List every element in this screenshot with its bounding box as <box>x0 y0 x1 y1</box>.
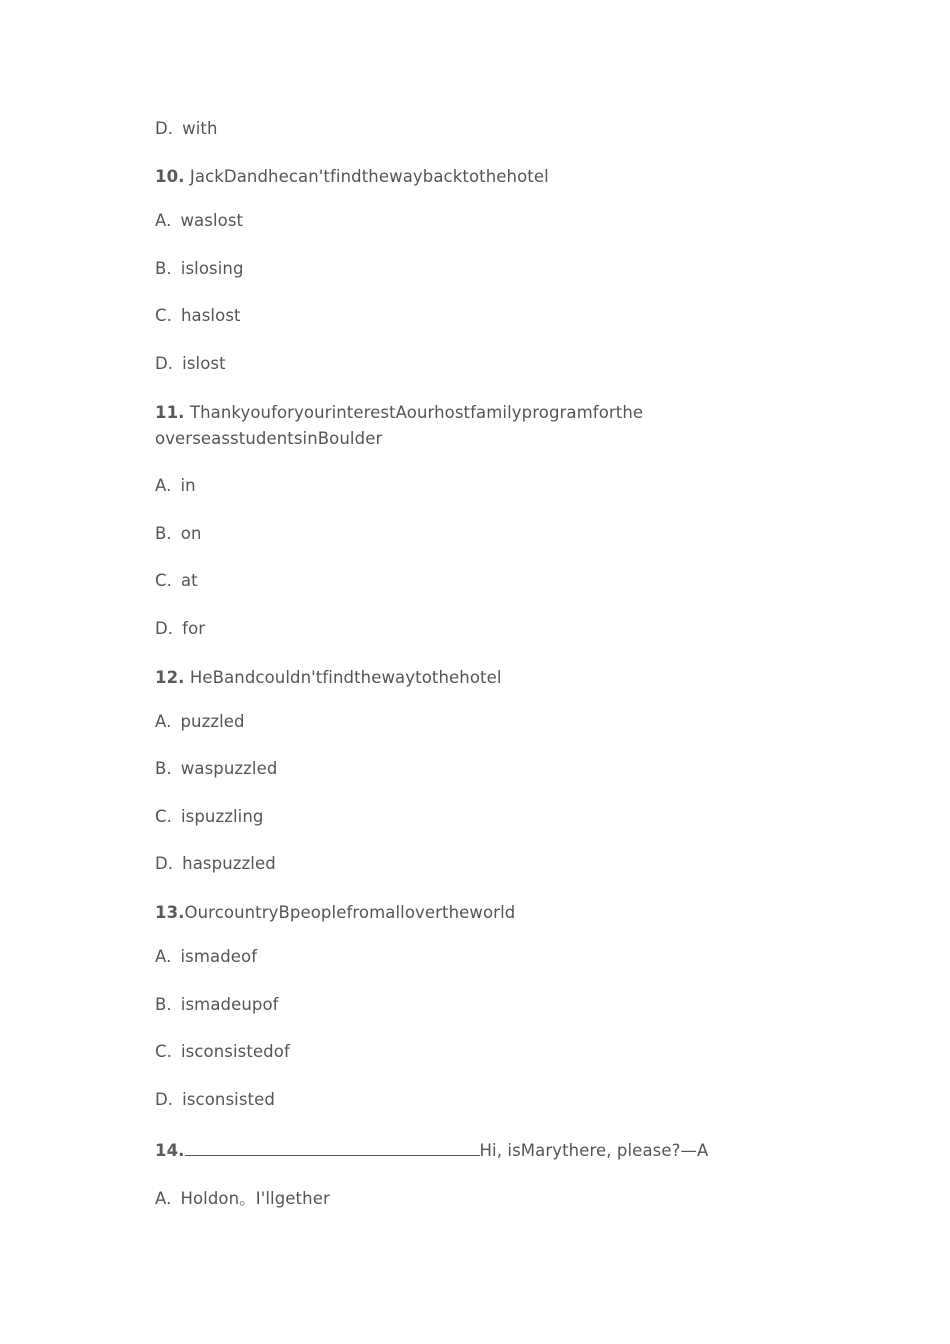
q13-option-a <box>155 944 257 970</box>
q13-option-d <box>155 1087 275 1113</box>
option-text: isconsisted <box>182 1090 275 1109</box>
question-11-continued <box>155 426 382 452</box>
option-letter: C. <box>155 571 172 590</box>
question-text-line2: overseasstudentsinBoulder <box>155 429 383 448</box>
q12-option-d <box>155 851 276 877</box>
q10-option-b <box>155 256 244 282</box>
option-letter: A. <box>155 211 172 230</box>
question-number: 13. <box>155 903 185 922</box>
option-text: ismadeof <box>180 947 258 966</box>
q11-option-a <box>155 473 196 499</box>
q11-option-b <box>155 521 202 547</box>
q10-option-a <box>155 208 243 234</box>
option-text: at <box>180 571 198 590</box>
q13-option-c <box>155 1039 290 1065</box>
option-letter: D. <box>155 1090 174 1109</box>
option-text: Holdon。I'llgether <box>180 1189 330 1208</box>
option-text: ismadeupof <box>180 995 279 1014</box>
question-13 <box>155 900 515 926</box>
question-number: 12. <box>155 668 185 687</box>
option-text: for <box>182 619 206 638</box>
option-d-prev <box>155 116 218 142</box>
option-letter: A. <box>155 947 172 966</box>
q12-option-c <box>155 804 264 830</box>
option-text: islosing <box>180 259 244 278</box>
option-letter: B. <box>155 259 172 278</box>
option-text: puzzled <box>180 712 245 731</box>
q10-option-d <box>155 351 226 377</box>
question-12 <box>155 665 502 691</box>
q13-option-b <box>155 992 279 1018</box>
option-letter: B. <box>155 759 172 778</box>
q11-option-d <box>155 616 205 642</box>
option-text: isconsistedof <box>180 1042 290 1061</box>
question-text-line1: ThankyouforyourinterestAourhostfamilyprogramforthe <box>189 403 644 422</box>
option-letter: D. <box>155 119 174 138</box>
question-text: Hi, isMarythere, please?—A <box>479 1141 709 1160</box>
option-text: waslost <box>180 211 244 230</box>
option-letter: C. <box>155 1042 172 1061</box>
q11-option-c <box>155 568 198 594</box>
option-letter: B. <box>155 995 172 1014</box>
option-letter: D. <box>155 619 174 638</box>
question-text: OurcountryBpeoplefromallovertheworld <box>184 903 516 922</box>
option-letter: D. <box>155 854 174 873</box>
question-number: 11. <box>155 403 185 422</box>
option-letter: A. <box>155 712 172 731</box>
option-text: ispuzzling <box>180 807 264 826</box>
question-text: JackDandhecan'tfindthewaybacktothehotel <box>189 167 549 186</box>
option-letter: A. <box>155 476 172 495</box>
question-11 <box>155 400 643 426</box>
option-text: on <box>180 524 202 543</box>
question-number: 10. <box>155 167 185 186</box>
q14-option-a <box>155 1186 330 1212</box>
option-text: in <box>180 476 196 495</box>
option-text: with <box>182 119 218 138</box>
answer-blank <box>185 1137 480 1156</box>
option-text: haslost <box>180 306 241 325</box>
option-letter: D. <box>155 354 174 373</box>
question-number: 14. <box>155 1141 185 1160</box>
q10-option-c <box>155 303 241 329</box>
option-letter: B. <box>155 524 172 543</box>
option-letter: C. <box>155 807 172 826</box>
q12-option-a <box>155 709 245 735</box>
q12-option-b <box>155 756 277 782</box>
option-text: waspuzzled <box>180 759 278 778</box>
question-10 <box>155 164 549 190</box>
option-letter: A. <box>155 1189 172 1208</box>
question-14 <box>155 1137 708 1164</box>
question-text: HeBandcouldn'tfindthewaytothehotel <box>189 668 502 687</box>
option-letter: C. <box>155 306 172 325</box>
option-text: haspuzzled <box>182 854 276 873</box>
option-text: islost <box>182 354 226 373</box>
